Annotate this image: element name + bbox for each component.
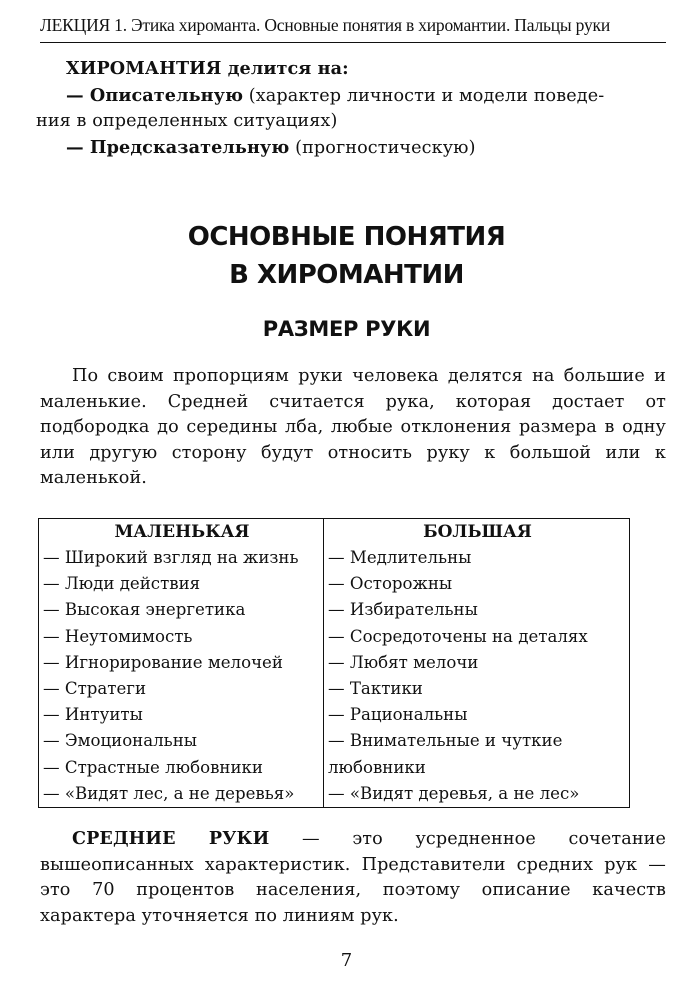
section-heading-line1: ОСНОВНЫЕ ПОНЯТИЯ xyxy=(187,222,506,252)
intro-item2-desc: (прогностическую) xyxy=(289,137,476,158)
list-item: — «Видят деревья, а не лес» xyxy=(328,783,580,803)
table-header-row xyxy=(39,519,630,546)
list-item: — Осторожны xyxy=(328,574,453,594)
list-item: — Страстные любовники xyxy=(43,757,263,777)
small-hand-column xyxy=(39,545,324,808)
paragraph-medium-hands-term: СРЕДНИЕ РУКИ xyxy=(72,828,270,849)
subsection-heading: РАЗМЕР РУКИ xyxy=(262,317,431,341)
running-head: ЛЕКЦИЯ 1. Этика хироманта. Основные понятия в хиромантии. Пальцы руки xyxy=(40,15,611,35)
paragraph-medium-hands xyxy=(40,826,666,929)
page-number: 7 xyxy=(340,950,353,971)
intro-block xyxy=(36,56,666,161)
list-item: — Сосредоточены на деталях xyxy=(328,626,588,646)
list-item: — Стратеги xyxy=(43,679,147,699)
section-heading xyxy=(0,218,693,294)
list-item: — Интуиты xyxy=(43,705,143,725)
list-item: — Широкий взгляд на жизнь xyxy=(43,548,299,567)
list-item: — Люди действия xyxy=(43,574,201,594)
list-item: — Рациональны xyxy=(328,705,468,725)
table-header-small: МАЛЕНЬКАЯ xyxy=(39,519,324,546)
list-item: — Избирательны xyxy=(328,600,478,620)
paragraph-hand-size xyxy=(40,364,666,492)
intro-item1-term: — Описательную xyxy=(66,84,244,106)
intro-item1-continuation: ния в определенных ситуациях) xyxy=(36,111,338,131)
intro-lead: ХИРОМАНТИЯ делится на: xyxy=(66,58,349,79)
table-header-large: БОЛЬШАЯ xyxy=(324,519,630,546)
intro-item2-term: — Предсказательную xyxy=(66,136,290,158)
list-item: — Неутомимость xyxy=(43,626,193,646)
list-item: — Эмоциональны xyxy=(43,731,197,751)
paragraph-medium-hands-text: — это усредненное сочетание вышеописанных характеристик. Представители средних рук — это 70 процентов населения, поэтому описание качеств характера уточняется по линиям рук. xyxy=(40,829,666,926)
large-hand-column xyxy=(324,545,630,808)
list-item: — Игнорирование мелочей xyxy=(43,652,283,672)
list-item: — Высокая энергетика xyxy=(43,600,246,620)
comparison-table xyxy=(38,518,630,808)
list-item: — Внимательные и чуткие любовники xyxy=(328,731,563,777)
table-body-row xyxy=(39,545,630,808)
header-rule xyxy=(40,42,666,43)
paragraph-hand-size-text: По своим пропорциям руки человека делятся на большие и маленькие. Средней считается рука, которая достает от подбородка до середины лба, любые отклонения размера в одну или другую сторону будут относить руку к большой или к маленькой. xyxy=(40,366,666,488)
list-item: — Тактики xyxy=(328,679,423,699)
section-heading-line2: В ХИРОМАНТИИ xyxy=(229,260,464,290)
list-item: — Любят мелочи xyxy=(328,652,479,672)
list-item: — Медлительны xyxy=(328,548,472,567)
list-item: — «Видят лес, а не деревья» xyxy=(43,783,295,803)
intro-item1-desc: (характер личности и модели поведе- xyxy=(243,85,605,106)
